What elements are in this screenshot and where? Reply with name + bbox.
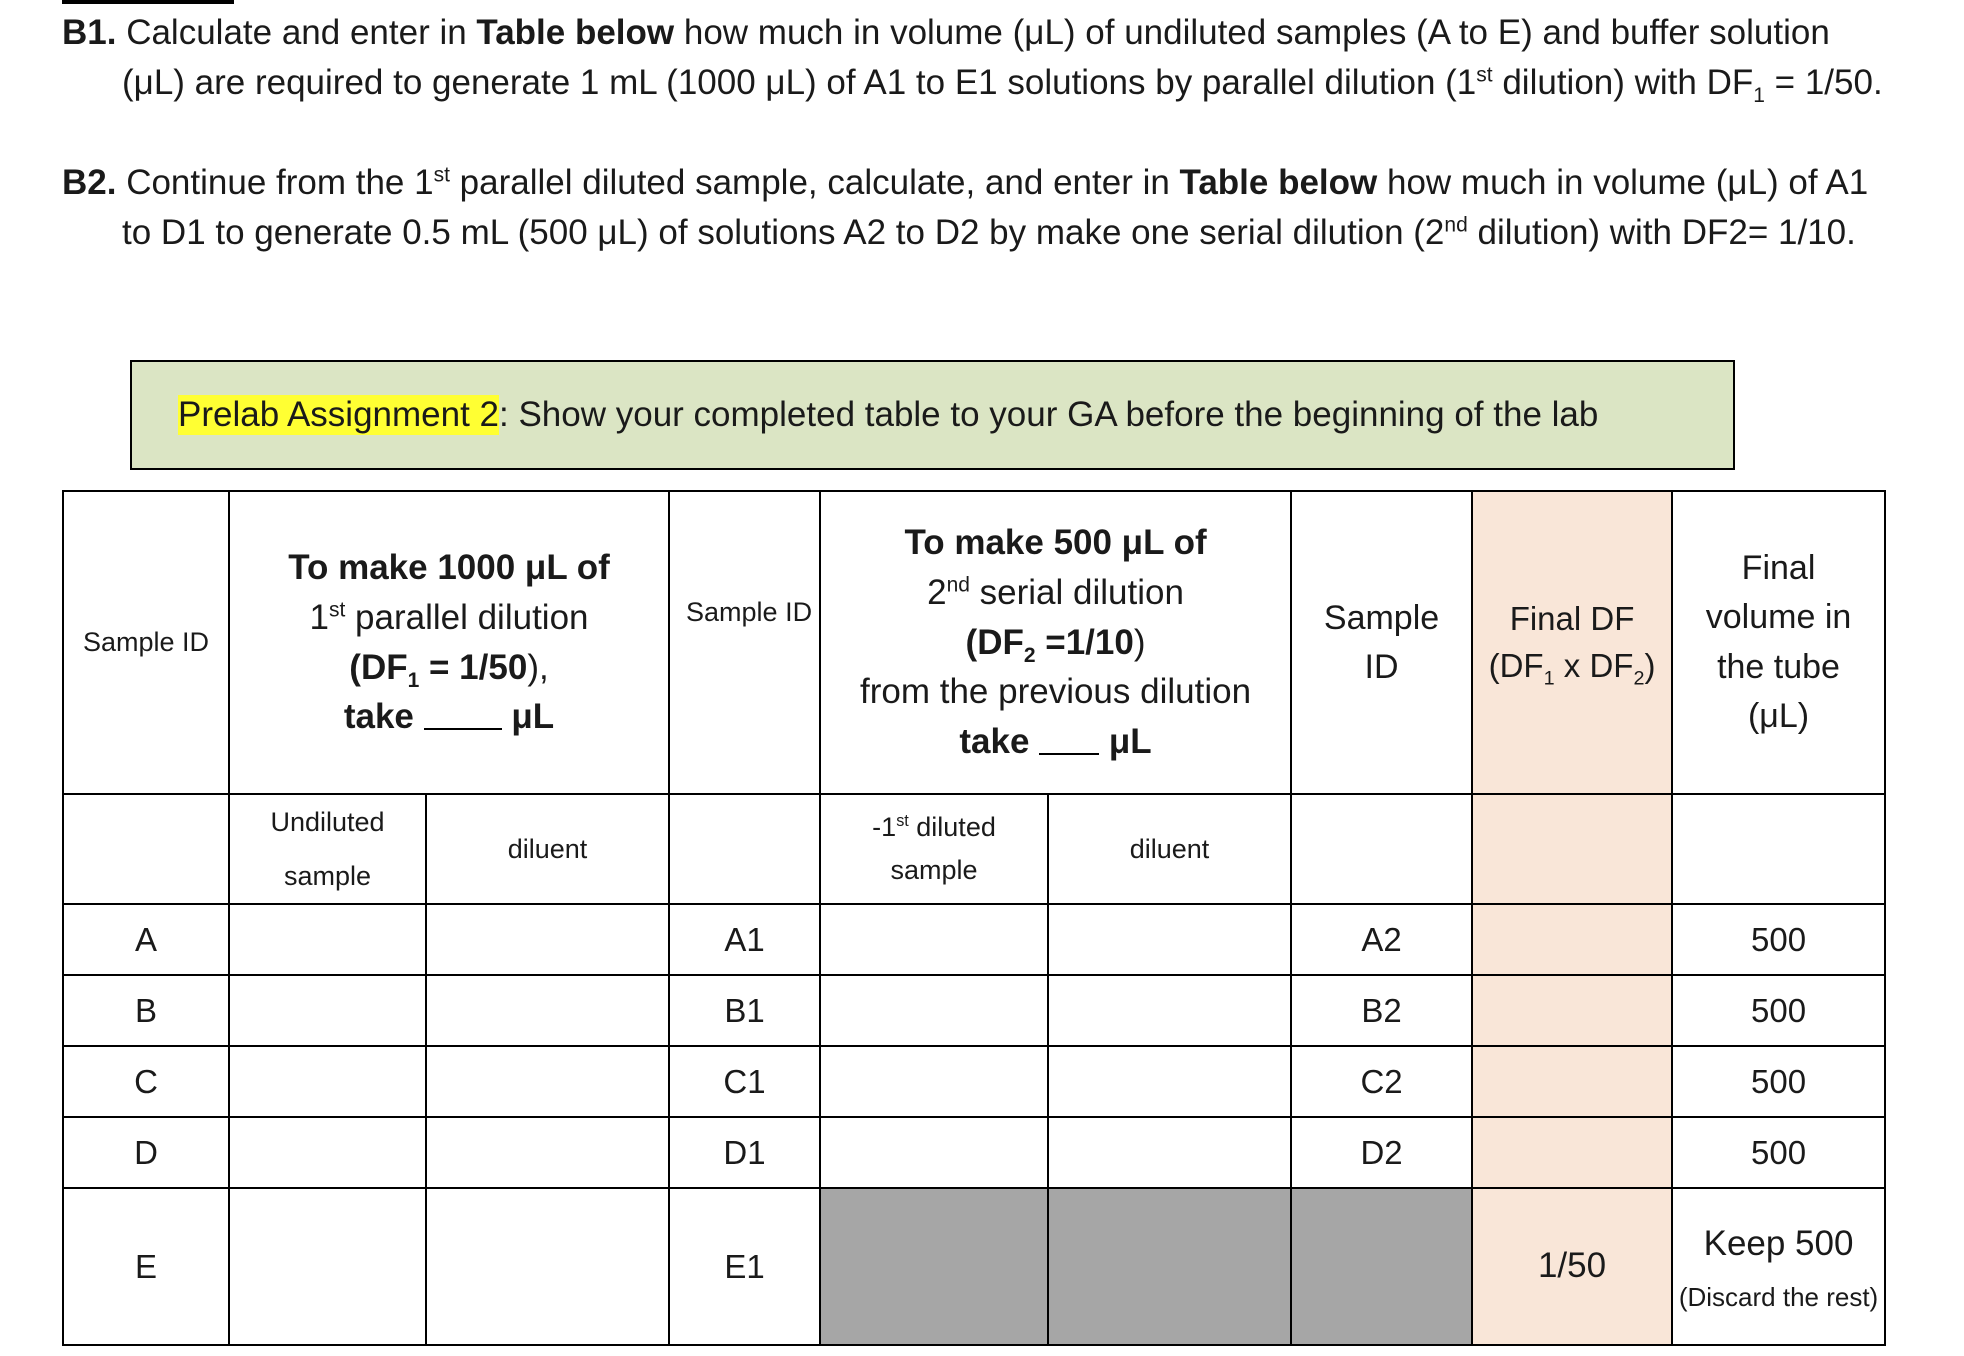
- serial-line1: To make 500 μL of: [904, 523, 1207, 563]
- serial-line2b: serial dilution: [969, 572, 1184, 612]
- b1-text-4: = 1/50.: [1764, 63, 1883, 102]
- subheader-diluent-1: diluent: [426, 794, 669, 904]
- final-vol-c: the tube: [1717, 647, 1840, 686]
- first-diluted-a: -1: [872, 811, 897, 842]
- parallel-line3c: ),: [527, 647, 549, 687]
- row-d-final-vol: 500: [1672, 1117, 1885, 1188]
- b1-text-3: dilution) with DF: [1492, 63, 1754, 102]
- undiluted-a: Undiluted: [270, 807, 385, 837]
- row-e-grey-3: [1291, 1188, 1472, 1345]
- prelab-assignment-box: [130, 360, 1735, 470]
- sample-id3-b: ID: [1364, 647, 1399, 686]
- row-d-diluent-input[interactable]: [426, 1117, 669, 1188]
- row-b-undiluted-input[interactable]: [229, 975, 426, 1046]
- row-a-final-df[interactable]: [1472, 904, 1672, 975]
- row-d-first-id: D1: [669, 1117, 820, 1188]
- serial-line2a: 2: [927, 572, 947, 612]
- b2-sup-1: st: [433, 163, 450, 187]
- first-diluted-b: diluted: [908, 811, 996, 842]
- row-b-first-diluted-input[interactable]: [820, 975, 1048, 1046]
- final-df-b1: (DF: [1488, 646, 1544, 684]
- row-e-grey-1: [820, 1188, 1048, 1345]
- prelab-highlight: Prelab Assignment 2: [178, 395, 500, 434]
- parallel-line2a: 1: [309, 597, 329, 637]
- serial-blank-line: [1039, 733, 1099, 755]
- header-sample-id-3: [1291, 491, 1472, 794]
- b2-sup-2: nd: [1444, 213, 1468, 237]
- parallel-line2-sup: st: [328, 598, 346, 622]
- header-final-df: [1472, 491, 1672, 794]
- row-b-final-vol: 500: [1672, 975, 1885, 1046]
- final-df-b3: ): [1644, 646, 1656, 684]
- final-df-a: Final DF: [1509, 599, 1635, 637]
- row-b-sample: B: [63, 975, 229, 1046]
- table-row: [63, 975, 1885, 1046]
- row-c-second-id: C2: [1291, 1046, 1472, 1117]
- table-header-row: [63, 491, 1885, 794]
- subheader-empty-1: [63, 794, 229, 904]
- serial-take: take: [959, 722, 1030, 762]
- b1-bold: Table below: [476, 13, 675, 52]
- row-e-sample: E: [63, 1188, 229, 1345]
- b2-text-3: how much in volume (μL) of A1 to D1 to generate 0.5 mL (500 μL) of solutions A2 to D2 by make one serial dilution (2: [122, 163, 1869, 252]
- b2-text-1: Continue from the 1: [116, 163, 434, 202]
- row-d-diluent2-input[interactable]: [1048, 1117, 1291, 1188]
- subheader-first-diluted: [820, 794, 1048, 904]
- row-d-first-diluted-input[interactable]: [820, 1117, 1048, 1188]
- row-d-second-id: D2: [1291, 1117, 1472, 1188]
- parallel-unit: μL: [511, 697, 555, 737]
- table-subheader-row: [63, 794, 1885, 904]
- sample-id3-a: Sample: [1323, 599, 1440, 638]
- undiluted-b: sample: [283, 861, 372, 891]
- b1-sub: 1: [1753, 84, 1765, 107]
- row-b-diluent-input[interactable]: [426, 975, 669, 1046]
- serial-line3b: =1/10: [1035, 622, 1134, 662]
- serial-line4: from the previous dilution: [860, 672, 1252, 712]
- final-vol-a: Final: [1741, 548, 1816, 587]
- row-c-first-id: C1: [669, 1046, 820, 1117]
- row-a-undiluted-input[interactable]: [229, 904, 426, 975]
- serial-line3a: (DF: [965, 622, 1024, 662]
- header-sample-id-2: Sample ID: [669, 491, 820, 794]
- prelab-text: : Show your completed table to your GA before the beginning of the lab: [499, 395, 1599, 434]
- final-df-b2: x DF: [1554, 646, 1634, 684]
- table-row: [63, 904, 1885, 975]
- serial-line3c: ): [1133, 622, 1146, 662]
- row-a-final-vol: 500: [1672, 904, 1885, 975]
- b1-sup: st: [1476, 63, 1493, 87]
- header-sample-id: Sample ID: [63, 491, 229, 794]
- row-e-first-id: E1: [669, 1188, 820, 1345]
- row-c-diluent-input[interactable]: [426, 1046, 669, 1117]
- row-b-second-id: B2: [1291, 975, 1472, 1046]
- subheader-undiluted: [229, 794, 426, 904]
- subheader-empty-4: [1672, 794, 1885, 904]
- parallel-take: take: [343, 697, 414, 737]
- header-serial-dilution: [820, 491, 1291, 794]
- subheader-peach: [1472, 794, 1672, 904]
- subheader-diluent-2: diluent: [1048, 794, 1291, 904]
- first-diluted-sup: st: [896, 811, 909, 830]
- table-row: [63, 1117, 1885, 1188]
- row-d-final-df[interactable]: [1472, 1117, 1672, 1188]
- serial-unit: μL: [1108, 722, 1152, 762]
- parallel-line1: To make 1000 μL of: [288, 548, 610, 588]
- row-a-first-id: A1: [669, 904, 820, 975]
- row-e-final-df: 1/50: [1472, 1188, 1672, 1345]
- b2-bold: Table below: [1179, 163, 1378, 202]
- b1-text-2: how much in volume (μL) of undiluted samples (A to E) and buffer solution (μL) are required to generate 1 mL (1000 μL) of A1 to E1 solutions by parallel dilution (1: [122, 13, 1830, 102]
- row-a-diluent2-input[interactable]: [1048, 904, 1291, 975]
- row-e-undiluted-input[interactable]: [229, 1188, 426, 1345]
- row-e-diluent-input[interactable]: [426, 1188, 669, 1345]
- b2-text-2: parallel diluted sample, calculate, and enter in: [449, 163, 1180, 202]
- row-b-final-df[interactable]: [1472, 975, 1672, 1046]
- parallel-line3-sub: 1: [407, 668, 420, 692]
- header-final-volume: [1672, 491, 1885, 794]
- serial-line3-sub: 2: [1023, 643, 1036, 667]
- row-c-undiluted-input[interactable]: [229, 1046, 426, 1117]
- header-parallel-dilution: [229, 491, 669, 794]
- row-c-diluent2-input[interactable]: [1048, 1046, 1291, 1117]
- b1-label: B1.: [62, 13, 117, 52]
- parallel-line3a: (DF: [349, 647, 408, 687]
- row-a-diluent-input[interactable]: [426, 904, 669, 975]
- row-e-final-vol: Keep 500: [1703, 1224, 1854, 1264]
- final-df-sub1: 1: [1543, 667, 1555, 690]
- b2-label: B2.: [62, 163, 117, 202]
- final-vol-b: volume in: [1705, 598, 1852, 637]
- row-b-first-id: B1: [669, 975, 820, 1046]
- subheader-empty-2: [669, 794, 820, 904]
- table-row: [63, 1188, 1885, 1345]
- serial-line2-sup: nd: [946, 573, 970, 597]
- row-c-first-diluted-input[interactable]: [820, 1046, 1048, 1117]
- table-row: [63, 1046, 1885, 1117]
- instruction-b1: [62, 8, 1902, 108]
- row-d-sample: D: [63, 1117, 229, 1188]
- row-e-final-vol-cell: [1672, 1188, 1885, 1345]
- top-rule: [62, 0, 234, 4]
- row-a-second-id: A2: [1291, 904, 1472, 975]
- instruction-b2: [62, 158, 1902, 258]
- row-a-first-diluted-input[interactable]: [820, 904, 1048, 975]
- dilution-table: [62, 490, 1886, 1346]
- row-e-grey-2: [1048, 1188, 1291, 1345]
- parallel-line3b: = 1/50: [419, 647, 528, 687]
- parallel-blank-line: [424, 708, 502, 730]
- row-d-undiluted-input[interactable]: [229, 1117, 426, 1188]
- row-c-final-df[interactable]: [1472, 1046, 1672, 1117]
- row-e-discard-note: (Discard the rest): [1678, 1281, 1879, 1312]
- final-vol-d: (μL): [1747, 696, 1810, 735]
- row-c-sample: C: [63, 1046, 229, 1117]
- row-a-sample: A: [63, 904, 229, 975]
- b1-text-1: Calculate and enter in: [116, 13, 477, 52]
- final-df-sub2: 2: [1633, 667, 1645, 690]
- row-b-diluent2-input[interactable]: [1048, 975, 1291, 1046]
- parallel-line2b: parallel dilution: [345, 597, 589, 637]
- subheader-empty-3: [1291, 794, 1472, 904]
- first-diluted-c: sample: [890, 855, 978, 885]
- row-c-final-vol: 500: [1672, 1046, 1885, 1117]
- b2-text-4: dilution) with DF2= 1/10.: [1467, 213, 1856, 252]
